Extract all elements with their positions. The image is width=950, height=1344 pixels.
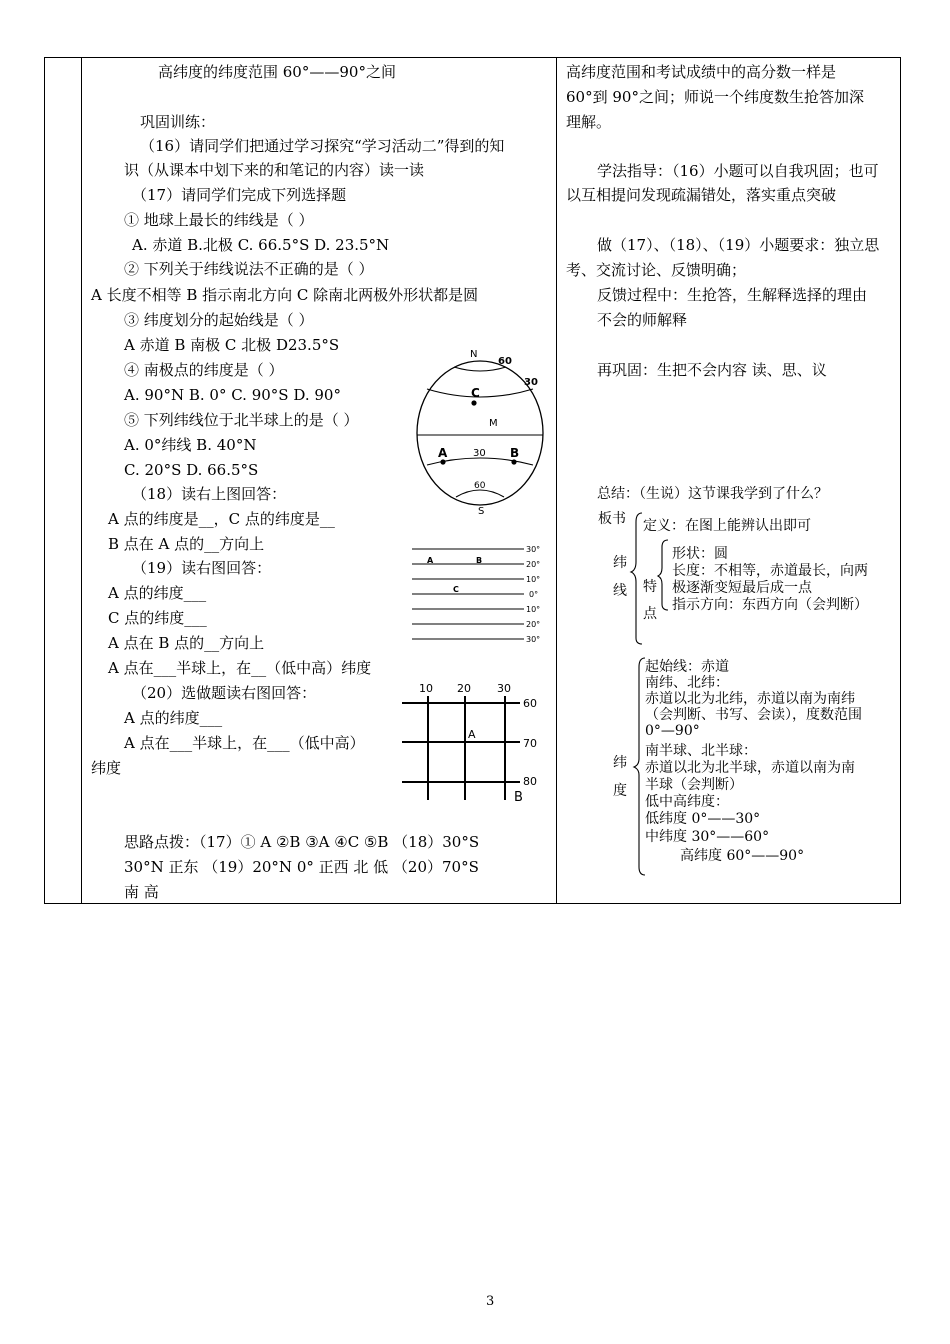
- board-label: 板书: [598, 511, 626, 527]
- q19-ab: A 点在 B 点的__方向上: [108, 634, 265, 652]
- q18-title: （18）读右上图回答：: [132, 485, 287, 503]
- q20-a: A 点的纬度___: [124, 709, 223, 727]
- weixian-definition: 定义：在图上能辨认出即可: [643, 518, 811, 534]
- table-left-border: [44, 57, 45, 904]
- right-p2-line2: 以互相提问发现疏漏错处，落实重点突破: [566, 186, 837, 204]
- lat-label-30n: 30°: [526, 545, 541, 554]
- grid-point-b: B: [514, 790, 523, 805]
- table-bottom-border: [44, 903, 901, 904]
- right-p1-line2: 60°到 90°之间；师说一个纬度数生抢答加深: [566, 88, 864, 106]
- globe-label-a: A: [438, 446, 448, 460]
- q20-title: （20）选做题读右图回答：: [132, 684, 317, 702]
- grid-right-label-80: 80: [523, 775, 537, 788]
- q4-text: ④ 南极点的纬度是（ ）: [124, 361, 284, 379]
- q3-text: ③ 纬度划分的起始线是（ ）: [124, 311, 314, 329]
- table-top-border: [44, 57, 901, 58]
- q2-text: ② 下列关于纬线说法不正确的是（ ）: [124, 260, 374, 278]
- q2-options: A 长度不相等 B 指示南北方向 C 除南北两极外形状都是圆: [91, 286, 479, 304]
- globe-label-c: C: [471, 386, 480, 400]
- weidu-lmh: 低中高纬度：: [645, 794, 729, 810]
- table-right-border: [900, 57, 901, 904]
- globe-label-30-top: 30: [524, 377, 538, 388]
- q1-text: ① 地球上最长的纬线是（ ）: [124, 211, 314, 229]
- weixian-shape: 形状：圆: [672, 546, 728, 562]
- lat-point-b: B: [476, 556, 483, 565]
- grid-top-label-20: 20: [457, 682, 471, 695]
- weidu-hemi-desc-2: 半球（会判断）: [645, 777, 743, 793]
- page-number: 3: [486, 1294, 495, 1309]
- grid-top-label-10: 10: [419, 682, 433, 695]
- table-col-divider-1: [81, 57, 82, 904]
- weidu-char-2: 度: [613, 783, 627, 799]
- grid-diagram: [398, 678, 548, 806]
- globe-label-60-bottom: 60: [474, 481, 486, 491]
- lat-label-10s: 10°: [526, 605, 541, 614]
- globe-label-60-top: 60: [498, 356, 512, 367]
- q3-options: A 赤道 B 南极 C 北极 D23.5°S: [124, 336, 340, 354]
- q5-options-2: C. 20°S D. 66.5°S: [124, 461, 259, 479]
- summary-question: 总结：（生说）这节课我学到了什么？: [597, 486, 828, 502]
- lat-point-a: A: [427, 556, 434, 565]
- right-p4: 再巩固：生把不会内容 读、思、议: [597, 361, 827, 379]
- weidu-hemi-desc-1: 赤道以北为北半球，赤道以南为南: [645, 760, 855, 776]
- lat-label-30s: 30°: [526, 635, 541, 644]
- q20-tail: 纬度: [91, 759, 122, 777]
- right-p3-line4: 不会的师解释: [597, 311, 688, 329]
- high-latitude-range: 高纬度的纬度范围 60°——90°之间: [158, 63, 396, 81]
- q18-a: A 点的纬度是__，C 点的纬度是__: [108, 510, 335, 528]
- tedian-char-2: 点: [643, 606, 657, 622]
- lat-label-0: 0°: [529, 590, 539, 599]
- weidu-ns-desc-1: 赤道以北为北纬，赤道以南为南纬: [645, 691, 855, 707]
- weidu-hemisphere: 南半球、北半球：: [645, 743, 757, 759]
- weidu-ns-desc-2: （会判断、书写、会读），度数范围: [645, 707, 862, 723]
- globe-label-n: N: [470, 349, 478, 360]
- table-col-divider-2: [556, 57, 557, 904]
- grid-point-a: A: [468, 728, 476, 741]
- lat-label-20n: 20°: [526, 560, 541, 569]
- weidu-ns-lat: 南纬、北纬：: [645, 675, 729, 691]
- globe-label-s: S: [478, 506, 485, 517]
- weidu-ns-range: 0°—90°: [645, 723, 700, 739]
- latitude-lines-diagram: [410, 542, 550, 646]
- lat-label-20s: 20°: [526, 620, 541, 629]
- weidu-start-line: 起始线：赤道: [645, 659, 729, 675]
- q20-hemisphere: A 点在___半球上，在___（低中高）: [124, 734, 365, 752]
- weixian-direction: 指示方向：东西方向（会判断）: [672, 597, 868, 613]
- q19-a: A 点的纬度___: [108, 584, 207, 602]
- weixian-char-1: 纬: [613, 555, 627, 571]
- right-p3-line3: 反馈过程中：生抢答，生解释选择的理由: [597, 286, 868, 304]
- grid-top-label-30: 30: [497, 682, 511, 695]
- weixian-length-1: 长度：不相等，赤道最长，向两: [672, 563, 868, 579]
- globe-label-b: B: [510, 446, 520, 460]
- globe-label-30-mid: 30: [473, 448, 486, 459]
- weidu-high: 高纬度 60°——90°: [680, 848, 805, 864]
- tedian-char-1: 特: [643, 579, 657, 595]
- q19-hemisphere: A 点在___半球上，在__（低中高）纬度: [108, 659, 372, 677]
- lat-point-c: C: [453, 585, 459, 594]
- practice-title: 巩固训练：: [140, 113, 216, 131]
- right-p3-line1: 做（17）、（18）、（19）小题要求：独立思: [597, 236, 880, 254]
- hint-line2: 30°N 正东 （19）20°N 0° 正西 北 低 （20）70°S: [124, 858, 479, 876]
- q19-title: （19）读右图回答：: [132, 559, 272, 577]
- grid-right-label-60: 60: [523, 697, 537, 710]
- lat-label-10n: 10°: [526, 575, 541, 584]
- q18-b: B 点在 A 点的__方向上: [108, 535, 265, 553]
- weixian-length-2: 极逐渐变短最后成一点: [672, 580, 812, 596]
- right-p1-line1: 高纬度范围和考试成绩中的高分数一样是: [566, 63, 837, 81]
- hint-line1: 思路点拨：（17）① A ②B ③A ④C ⑤B （18）30°S: [124, 833, 480, 851]
- q5-text: ⑤ 下列纬线位于北半球上的是（ ）: [124, 411, 359, 429]
- hint-line3: 南 高: [124, 883, 159, 901]
- weixian-char-2: 线: [613, 583, 627, 599]
- grid-right-label-70: 70: [523, 737, 537, 750]
- weidu-brace: [632, 655, 646, 879]
- weidu-low: 低纬度 0°——30°: [645, 811, 761, 827]
- right-p3-line2: 考、交流讨论、反馈明确；: [566, 261, 747, 279]
- q16-line1: （16）请同学们把通过学习探究“学习活动二”得到的知: [140, 137, 505, 155]
- q4-options: A. 90°N B. 0° C. 90°S D. 90°: [124, 386, 341, 404]
- globe-diagram: [410, 345, 550, 517]
- weidu-char-1: 纬: [613, 755, 627, 771]
- right-p1-line3: 理解。: [566, 113, 612, 131]
- q19-c: C 点的纬度___: [108, 609, 207, 627]
- q16-line2: 识（从课本中划下来的和笔记的内容）读一读: [124, 161, 425, 179]
- weidu-mid: 中纬度 30°——60°: [645, 829, 770, 845]
- right-p2-line1: 学法指导：（16）小题可以自我巩固；也可: [597, 162, 879, 180]
- q5-options-1: A. 0°纬线 B. 40°N: [124, 436, 257, 454]
- q1-options: A. 赤道 B.北极 C. 66.5°S D. 23.5°N: [132, 236, 390, 254]
- globe-label-m: M: [489, 418, 498, 429]
- q17-title: （17）请同学们完成下列选择题: [132, 186, 347, 204]
